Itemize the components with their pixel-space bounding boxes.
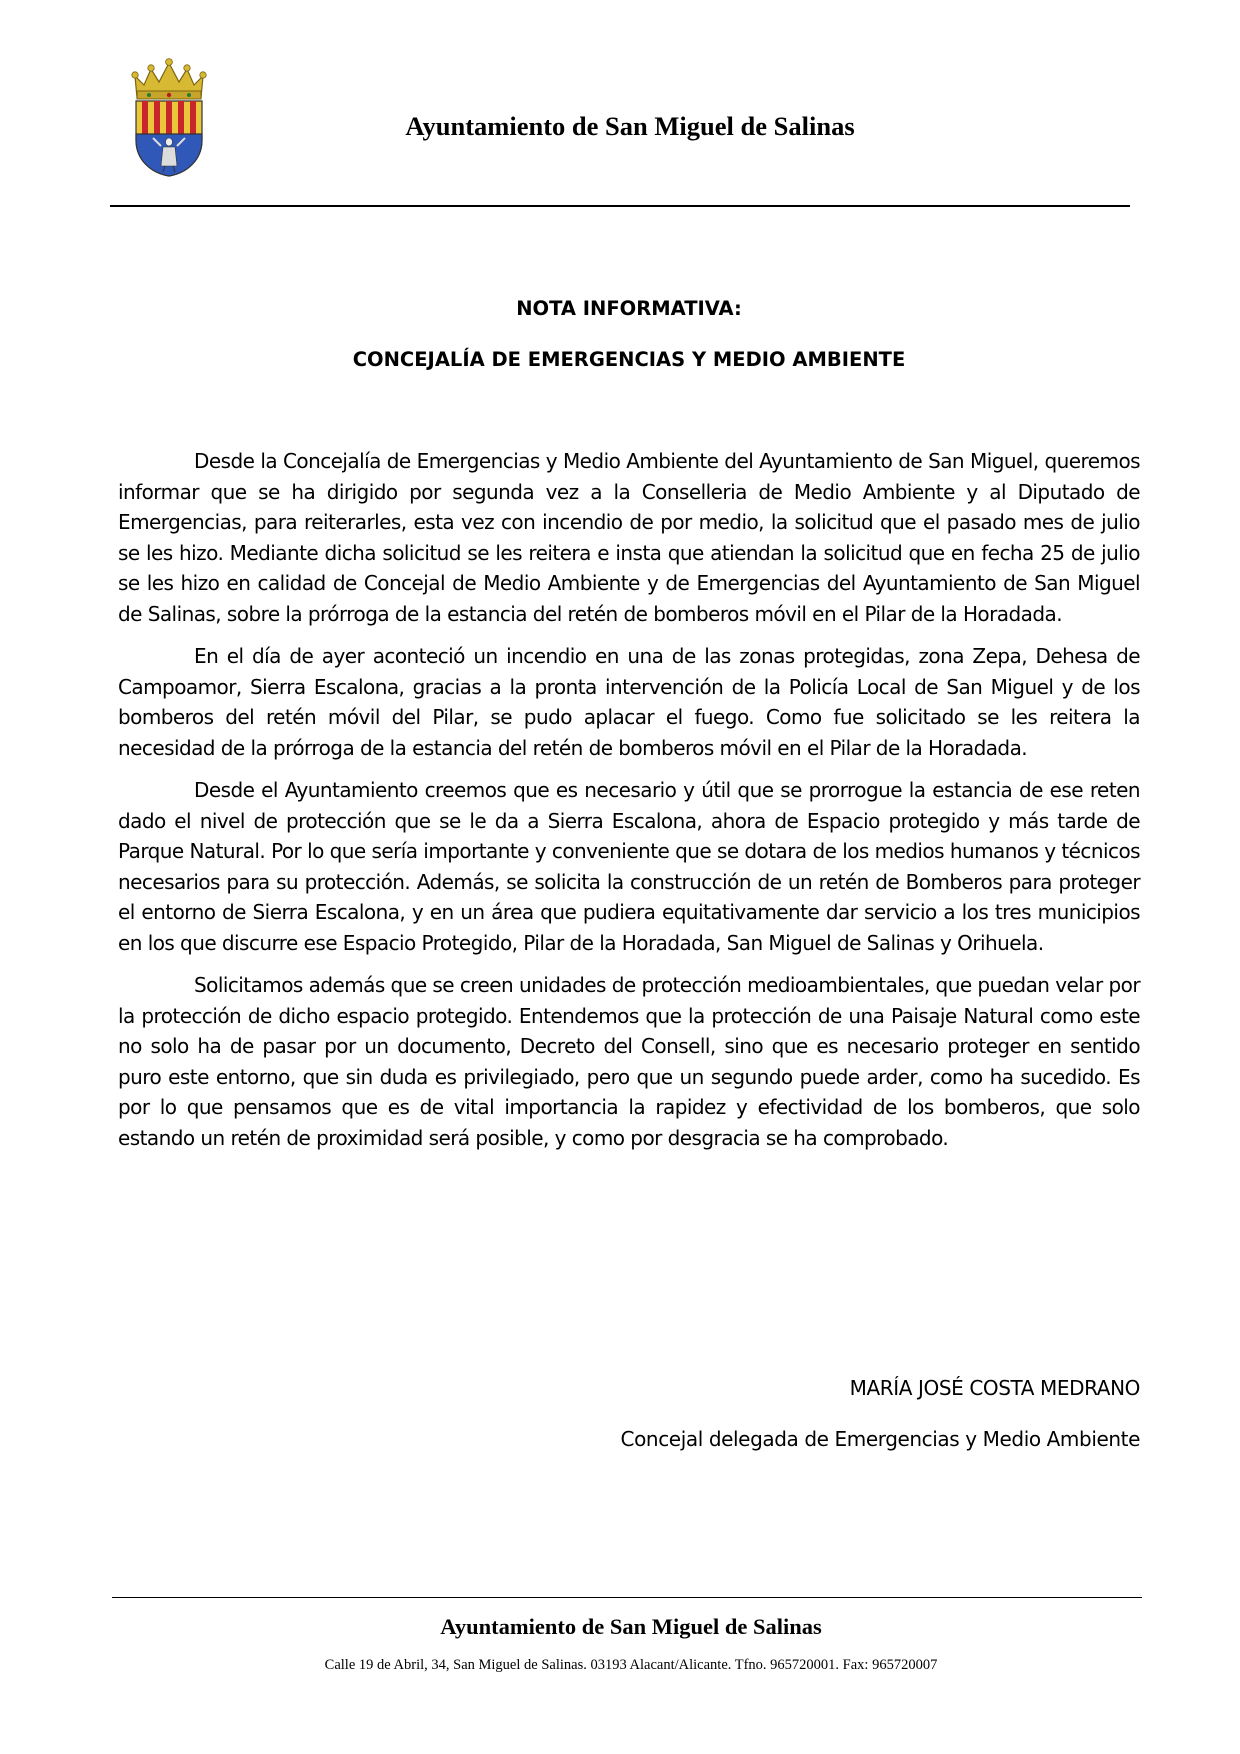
crown-icon xyxy=(132,59,206,99)
shield-icon xyxy=(136,101,202,176)
body-paragraph: Desde el Ayuntamiento creemos que es necesario y útil que se prorrogue la estancia de ese reten dado el nivel de protección que se le da a Sierra Escalona, ahora de Espacio protegido y más tarde de Parque Natural. Por lo que sería importante y conveniente que se dotara de los medios humanos y técnicos necesarios para su protección. Además, se solicita la construcción de un retén de Bomberos para proteger el entorno de Sierra Escalona, y en un área que pudiera equitativamente dar servicio a los tres municipios en los que discurre ese Espacio Protegido, Pilar de la Horadada, San Miguel de Salinas y Orihuela. xyxy=(118,778,1140,955)
heading-concejalia: CONCEJALÍA DE EMERGENCIAS Y MEDIO AMBIENTE xyxy=(352,348,906,371)
signature-name: MARÍA JOSÉ COSTA MEDRANO xyxy=(849,1376,1140,1400)
footer-title: Ayuntamiento de San Miguel de Salinas xyxy=(440,1614,822,1639)
coat-of-arms-icon xyxy=(131,58,207,178)
header-divider xyxy=(110,205,1130,207)
heading-nota-informativa: NOTA INFORMATIVA: xyxy=(516,297,742,320)
body-paragraph: Desde la Concejalía de Emergencias y Medio Ambiente del Ayuntamiento de San Miguel, queremos informar que se ha dirigido por segunda vez a la Conselleria de Medio Ambiente y al Diputado de Emergencias, para reiterarles, esta vez con incendio de por medio, la solicitud que el pasado mes de julio se les hizo. Mediante dicha solicitud se les reitera e insta que atiendan la solicitud que en fecha 25 de julio se les hizo en calidad de Concejal de Medio Ambiente y de Emergencias del Ayuntamiento de San Miguel de Salinas, sobre la prórroga de la estancia del retén de bomberos móvil en el Pilar de la Horadada. xyxy=(118,449,1140,626)
footer-address: Calle 19 de Abril, 34, San Miguel de Salinas. 03193 Alacant/Alicante. Tfno. 965720001. Fax: 965720007 xyxy=(324,1657,938,1673)
footer-divider xyxy=(112,1597,1142,1598)
signature-role: Concejal delegada de Emergencias y Medio Ambiente xyxy=(620,1427,1140,1451)
header-title: Ayuntamiento de San Miguel de Salinas xyxy=(405,111,855,141)
body-paragraph: Solicitamos además que se creen unidades de protección medioambientales, que puedan velar por la protección de dicho espacio protegido. Entendemos que la protección de una Paisaje Natural como este no solo ha de pasar por un documento, Decreto del Consell, sino que es necesario proteger en sentido puro este entorno, que sin duda es privilegiado, pero que un segundo puede arder, como ha sucedido. Es por lo que pensamos que es de vital importancia la rapidez y efectividad de los bomberos, que solo estando un retén de proximidad será posible, y como por desgracia se ha comprobado. xyxy=(118,973,1140,1150)
body-paragraph: En el día de ayer aconteció un incendio en una de las zonas protegidas, zona Zepa, Dehesa de Campoamor, Sierra Escalona, gracias a la pronta intervención de la Policía Local de San Miguel y de los bomberos del retén móvil del Pilar, se pudo aplacar el fuego. Como fue solicitado se les reitera la necesidad de la prórroga de la estancia del retén de bomberos móvil en el Pilar de la Horadada. xyxy=(118,644,1140,760)
body-text xyxy=(118,446,1140,1165)
